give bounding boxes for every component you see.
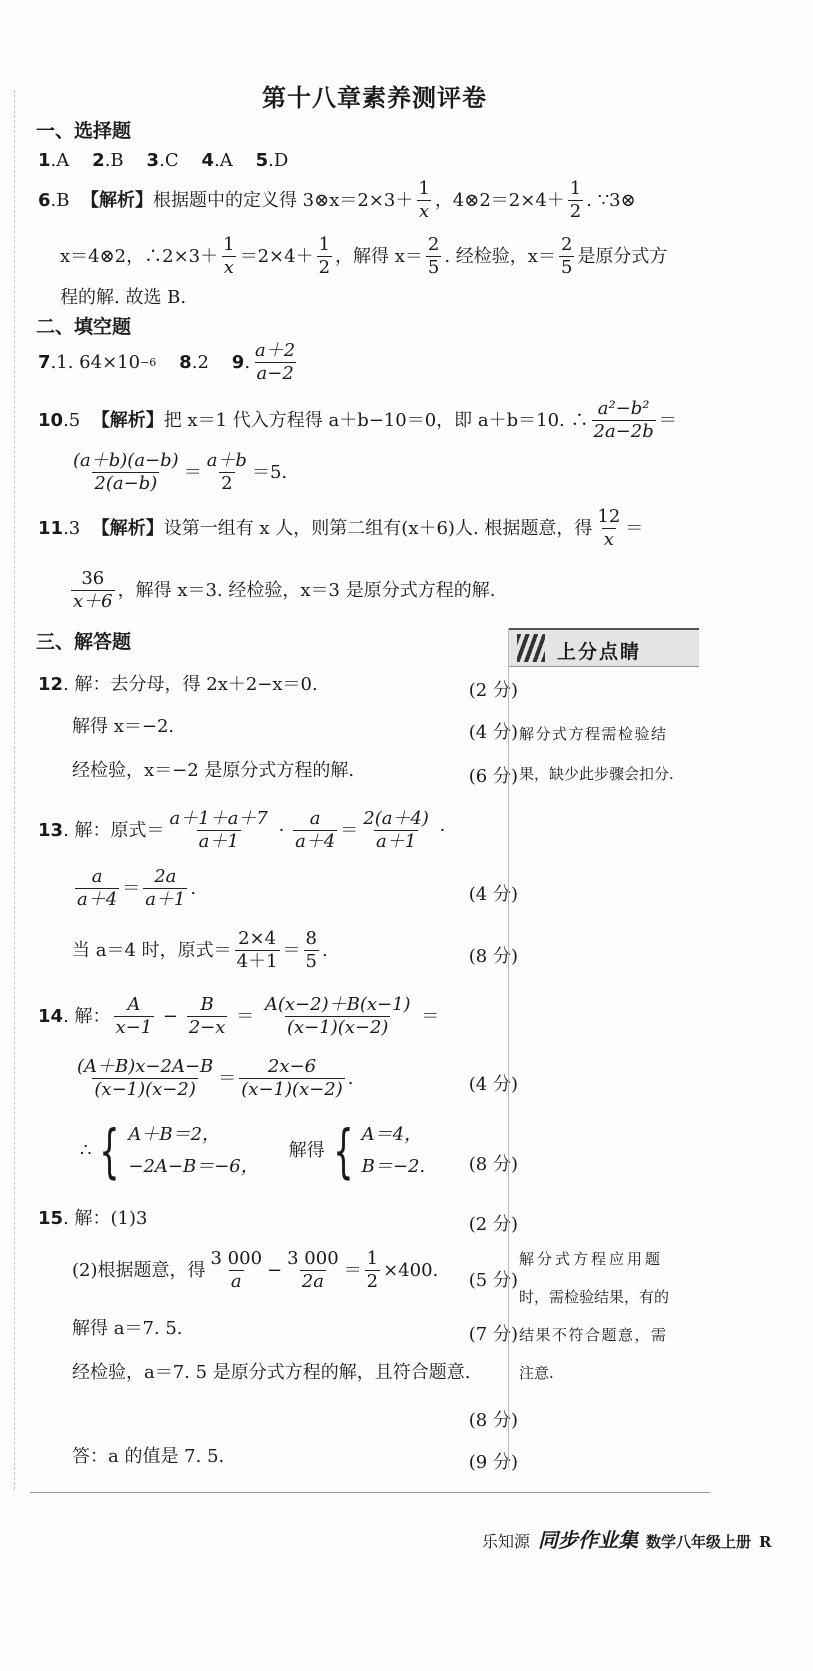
footer-series: 同步作业集	[538, 1528, 639, 1552]
q14-line1: 14 . 解： $\frac{A}{x-1}$ − $\frac{B}{2-x}$ ＝ $\frac{A(x-2)+B(x-1)}{(x-1)(x-2)}$ ＝	[38, 994, 440, 1038]
tip-1: 解分式方程需检验结 果，缺少此步骤会扣分.	[519, 725, 674, 783]
q12-score2: (4 分)	[468, 722, 518, 743]
q14-line3: ∴ { A＋B＝2， −2A−B＝−6， 解得 { A＝4， B＝−2.	[80, 1117, 426, 1185]
section-solve: 三、解答题	[36, 631, 132, 653]
q10-line1: 10 . 5 【解析】 把 x＝1 代入方程得 a＋b−10＝0，即 a＋b＝10. ∴ $\frac{\text{a²−b²}}{2a-2b}$ ＝	[38, 398, 677, 442]
q15-line5: 答：a 的值是 7. 5.	[72, 1446, 225, 1467]
q15-score5: (9 分)	[468, 1452, 518, 1473]
q10-line2: $\frac{(a+b)(a-b)}{2(a-b)}$ ＝ $\frac{a+b}{2}$ ＝5.	[73, 450, 288, 494]
q14-line2: $\frac{(A+B)x-2A-B}{(x-1)(x-2)}$ ＝ $\frac{2x-6}{(x-1)(x-2)}$ .	[77, 1056, 354, 1100]
footer	[482, 1530, 772, 1550]
q15-score2: (5 分)	[468, 1270, 518, 1291]
margin-line	[14, 90, 15, 1490]
q7-9: 7 . 1. 64×10 −6 8 . 2 9 . $\frac{a+2}{a-2}$	[38, 340, 296, 384]
q12-line2: 解得 x＝−2.	[72, 716, 175, 737]
q13-line2: $\frac{a}{a+4}$ ＝ $\frac{2a}{a+1}$ .	[77, 866, 197, 910]
q15-line3: 解得 a＝7. 5.	[72, 1318, 183, 1339]
q6-line2: x＝4⊗2，∴2×3＋ $\frac{1}{x}$ ＝2×4＋ $\frac{1}{2}$ ，解得 x＝ $\frac{2}{5}$ . 经检验，x＝ $\frac{2}{5}$ 是原分式方	[60, 234, 668, 278]
left-brace-icon: {	[333, 1117, 354, 1185]
q13-line1: 13 . 解：原式＝ $\frac{a+1+a+7}{a+1}$ · $\frac{a}{a+4}$ ＝ $\frac{2(a+4)}{a+1}$ ·	[38, 808, 446, 852]
sidebar-header	[509, 628, 699, 667]
q11-line1: 11 . 3 【解析】 设第一组有 x 人，则第二组有(x＋6)人. 根据题意，得 $\frac{12}{x}$ ＝	[38, 506, 644, 550]
footer-book: 数学八年级上册	[646, 1533, 752, 1551]
q14-score1: (4 分)	[468, 1074, 518, 1095]
section-fill: 二、填空题	[36, 316, 132, 338]
section-choice: 一、选择题	[36, 120, 132, 142]
q15-line1: 15. 解：(1)3	[38, 1208, 148, 1229]
q11-line2: $\frac{36}{x+6}$ ，解得 x＝3. 经检验，x＝3 是原分式方程的解.	[73, 568, 496, 612]
q12-line3: 经检验，x＝−2 是原分式方程的解.	[72, 760, 355, 781]
sidebar-title: 上分点睛	[557, 641, 642, 663]
q15-score1: (2 分)	[468, 1214, 518, 1235]
q12-score3: (6 分)	[468, 766, 518, 787]
q15-line4: 经检验，a＝7. 5 是原分式方程的解，且符合题意.	[72, 1362, 471, 1383]
q13-score2: (8 分)	[468, 946, 518, 967]
q12-line1: 12. 解：去分母，得 2x＋2−x＝0.	[38, 674, 318, 695]
footer-edition: R	[759, 1533, 772, 1551]
q15-score3: (7 分)	[468, 1324, 518, 1345]
footer-rule	[30, 1492, 710, 1493]
tip-2: 解分式方程应用题 时，需检验结果，有的 结果不符合题意，需 注意.	[519, 1250, 670, 1382]
sidebar-panel	[508, 628, 701, 1468]
q12-score1: (2 分)	[468, 680, 518, 701]
q15-line2: (2)根据题意，得 $\frac{3 000}{a}$ − $\frac{3 000}{2a}$ ＝ $\frac{1}{2}$ ×400.	[72, 1248, 439, 1292]
left-brace-icon: {	[99, 1117, 121, 1185]
footer-brand: 乐知源	[482, 1532, 531, 1551]
q13-line3: 当 a＝4 时，原式＝ $\frac{2\times 4}{4+1}$ ＝ $\frac{8}{5}$ .	[72, 928, 328, 972]
q13-score1: (4 分)	[468, 884, 518, 905]
stripes-icon	[517, 634, 545, 662]
q6-line1: 6 . B 【解析】 根据题中的定义得 3⊗x＝2×3＋ $\frac{1}{x}$ ，4⊗2＝2×4＋ $\frac{1}{2}$ . ∵3⊗	[38, 178, 636, 222]
page-title: 第十八章素养测评卷	[262, 84, 487, 112]
q15-score4: (8 分)	[468, 1410, 518, 1431]
q6-line3: 程的解. 故选 B.	[60, 287, 187, 308]
q1-5-answers: 1.A 2.B 3.C 4.A 5.D	[38, 150, 289, 171]
q14-score2: (8 分)	[468, 1154, 518, 1175]
